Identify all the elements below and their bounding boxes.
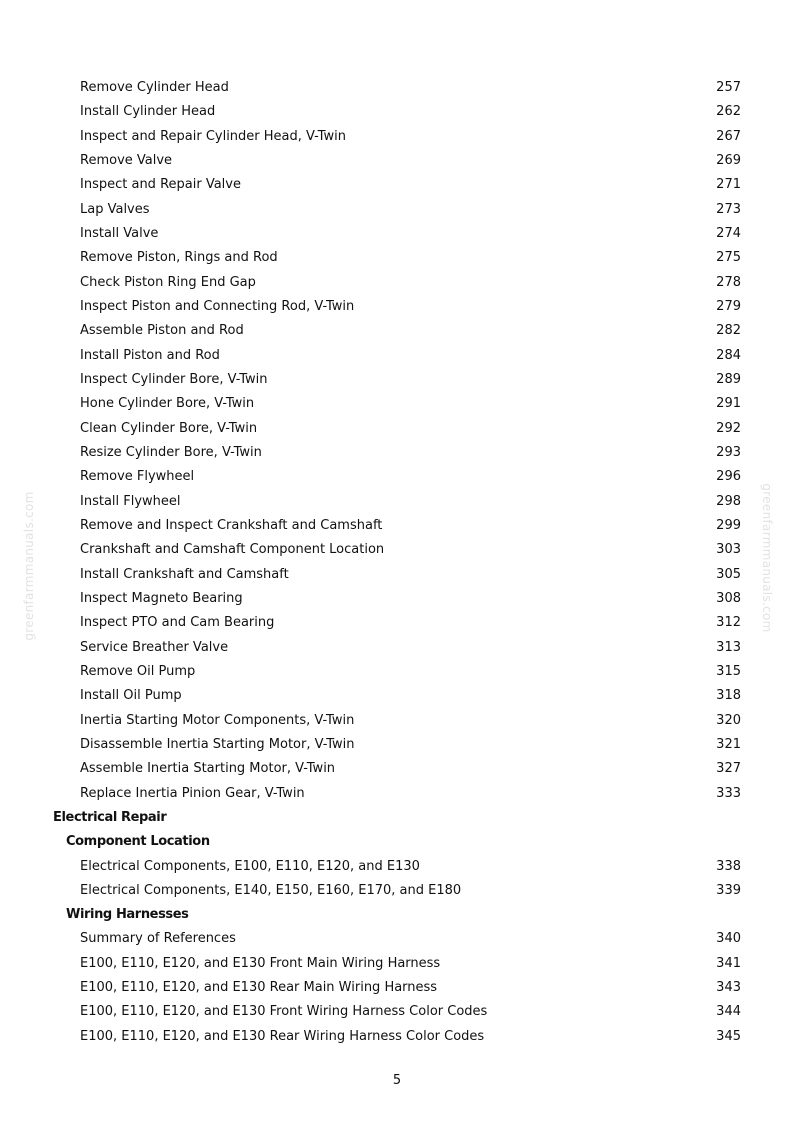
- watermark-right: greenfarmmanuals.com: [760, 483, 774, 633]
- toc-entry[interactable]: [0, 563, 794, 587]
- toc-entry-page: 271: [716, 177, 741, 193]
- toc-entry-page: 338: [716, 858, 741, 874]
- toc-subsection-heading[interactable]: [0, 903, 794, 927]
- toc-entry[interactable]: [0, 684, 794, 708]
- toc-entry-title: Service Breather Valve: [80, 639, 229, 655]
- toc-entry[interactable]: [0, 368, 794, 392]
- toc-entry[interactable]: [0, 1025, 794, 1049]
- toc-entry-page: 298: [716, 493, 741, 509]
- toc-entry[interactable]: [0, 952, 794, 976]
- toc-entry-page: 344: [716, 1004, 741, 1020]
- toc-entry-title: Remove Oil Pump: [80, 663, 196, 679]
- toc-entry-page: 279: [716, 298, 741, 314]
- toc-entry[interactable]: [0, 1000, 794, 1024]
- toc-entry[interactable]: [0, 757, 794, 781]
- toc-entry-page: 291: [716, 396, 741, 412]
- toc-entry-title: Electrical Components, E140, E150, E160, E170, and E180: [80, 882, 462, 898]
- toc-entry-page: 315: [716, 663, 741, 679]
- toc-entry[interactable]: [0, 246, 794, 270]
- toc-entry[interactable]: [0, 344, 794, 368]
- toc-entry-page: 312: [716, 615, 741, 631]
- toc-entry-title: Install Cylinder Head: [80, 104, 216, 120]
- toc-entry[interactable]: [0, 976, 794, 1000]
- toc-entry-title: E100, E110, E120, and E130 Front Main Wiring Harness: [80, 955, 441, 971]
- toc-entry-title: Assemble Piston and Rod: [80, 323, 244, 339]
- toc-entry-title: Replace Inertia Pinion Gear, V-Twin: [80, 785, 305, 801]
- toc-entry-page: 278: [716, 274, 741, 290]
- toc-entry-page: 313: [716, 639, 741, 655]
- toc-entry-title: Inspect Piston and Connecting Rod, V-Twin: [80, 298, 355, 314]
- toc-entry[interactable]: [0, 441, 794, 465]
- toc-entry-title: Remove Valve: [80, 152, 173, 168]
- toc-entry[interactable]: [0, 149, 794, 173]
- toc-entry-title: Install Piston and Rod: [80, 347, 220, 363]
- toc-entry-title: Hone Cylinder Bore, V-Twin: [80, 396, 255, 412]
- toc-entry[interactable]: [0, 465, 794, 489]
- toc-entry-title: Install Valve: [80, 225, 159, 241]
- toc-entry-title: E100, E110, E120, and E130 Rear Wiring Harness Color Codes: [80, 1028, 485, 1044]
- toc-entry[interactable]: [0, 173, 794, 197]
- toc-entry-page: 275: [716, 250, 741, 266]
- toc-entry-title: Install Flywheel: [80, 493, 181, 509]
- toc-entry-title: Inertia Starting Motor Components, V-Twin: [80, 712, 355, 728]
- toc-entry-title: Inspect Magneto Bearing: [80, 590, 243, 606]
- toc-entry-title: Component Location: [66, 834, 210, 850]
- toc-entry-title: Remove Flywheel: [80, 469, 195, 485]
- toc-entry[interactable]: [0, 587, 794, 611]
- toc-entry-page: 269: [716, 152, 741, 168]
- toc-entry-page: 305: [716, 566, 741, 582]
- toc-entry-page: 308: [716, 590, 741, 606]
- toc-entry-page: 303: [716, 542, 741, 558]
- toc-entry-title: Electrical Repair: [53, 809, 167, 825]
- toc-entry-page: 299: [716, 517, 741, 533]
- toc-entry[interactable]: [0, 709, 794, 733]
- toc-entry-page: 267: [716, 128, 741, 144]
- toc-entry-page: 257: [716, 80, 741, 95]
- toc-entry-page: 282: [716, 323, 741, 339]
- toc-entry-title: Crankshaft and Camshaft Component Location: [80, 542, 385, 558]
- toc-entry-page: 333: [716, 785, 741, 801]
- toc-entry-title: Inspect PTO and Cam Bearing: [80, 615, 275, 631]
- toc-entry-title: Wiring Harnesses: [66, 907, 189, 923]
- table-of-contents: [0, 76, 794, 1049]
- toc-entry-title: Electrical Components, E100, E110, E120, and E130: [80, 858, 420, 874]
- toc-entry-page: 292: [716, 420, 741, 436]
- toc-entry[interactable]: [0, 100, 794, 124]
- toc-entry-title: Disassemble Inertia Starting Motor, V-Twin: [80, 736, 355, 752]
- toc-entry-page: 289: [716, 371, 741, 387]
- toc-entry[interactable]: [0, 295, 794, 319]
- toc-entry[interactable]: [0, 782, 794, 806]
- toc-entry-page: 327: [716, 761, 741, 777]
- toc-entry[interactable]: [0, 538, 794, 562]
- toc-section-heading[interactable]: [0, 806, 794, 830]
- toc-entry-page: 318: [716, 688, 741, 704]
- toc-entry[interactable]: [0, 611, 794, 635]
- toc-entry-page: 340: [716, 931, 741, 947]
- toc-entry-title: Lap Valves: [80, 201, 150, 217]
- toc-subsection-heading[interactable]: [0, 830, 794, 854]
- toc-entry[interactable]: [0, 927, 794, 951]
- toc-entry-title: Remove Cylinder Head: [80, 80, 229, 95]
- toc-entry[interactable]: [0, 636, 794, 660]
- toc-entry-page: 341: [716, 955, 741, 971]
- toc-entry-title: Summary of References: [80, 931, 236, 947]
- toc-entry[interactable]: [0, 733, 794, 757]
- toc-entry[interactable]: [0, 855, 794, 879]
- toc-entry[interactable]: [0, 392, 794, 416]
- toc-entry-title: Resize Cylinder Bore, V-Twin: [80, 444, 262, 460]
- toc-entry[interactable]: [0, 514, 794, 538]
- toc-entry-page: 339: [716, 882, 741, 898]
- toc-entry-page: 262: [716, 104, 741, 120]
- toc-entry-title: Check Piston Ring End Gap: [80, 274, 256, 290]
- toc-entry-page: 274: [716, 225, 741, 241]
- toc-entry-title: Inspect Cylinder Bore, V-Twin: [80, 371, 268, 387]
- toc-entry[interactable]: [0, 198, 794, 222]
- toc-entry[interactable]: [0, 879, 794, 903]
- toc-entry-page: 296: [716, 469, 741, 485]
- toc-entry-title: Inspect and Repair Cylinder Head, V-Twin: [80, 128, 346, 144]
- toc-entry[interactable]: [0, 222, 794, 246]
- toc-entry-title: E100, E110, E120, and E130 Front Wiring Harness Color Codes: [80, 1004, 488, 1020]
- toc-entry-page: 293: [716, 444, 741, 460]
- toc-entry-page: 343: [716, 980, 741, 996]
- page-number: 5: [392, 1073, 402, 1088]
- toc-entry-title: E100, E110, E120, and E130 Rear Main Wiring Harness: [80, 980, 438, 996]
- toc-entry-page: 284: [716, 347, 741, 363]
- toc-entry-page: 321: [716, 736, 741, 752]
- toc-entry-title: Inspect and Repair Valve: [80, 177, 241, 193]
- toc-entry[interactable]: [0, 660, 794, 684]
- toc-entry-title: Clean Cylinder Bore, V-Twin: [80, 420, 258, 436]
- toc-entry-page: 273: [716, 201, 741, 217]
- toc-entry[interactable]: [0, 417, 794, 441]
- toc-entry-title: Install Oil Pump: [80, 688, 182, 704]
- toc-entry[interactable]: [0, 319, 794, 343]
- toc-entry[interactable]: [0, 490, 794, 514]
- toc-entry[interactable]: [0, 271, 794, 295]
- watermark-left: greenfarmmanuals.com: [22, 491, 36, 641]
- toc-entry[interactable]: [0, 76, 794, 100]
- toc-entry-title: Remove Piston, Rings and Rod: [80, 250, 278, 266]
- toc-entry-title: Install Crankshaft and Camshaft: [80, 566, 289, 582]
- toc-entry[interactable]: [0, 125, 794, 149]
- toc-entry-title: Remove and Inspect Crankshaft and Camshaft: [80, 517, 383, 533]
- toc-entry-title: Assemble Inertia Starting Motor, V-Twin: [80, 761, 336, 777]
- toc-entry-page: 320: [716, 712, 741, 728]
- toc-entry-page: 345: [716, 1028, 741, 1044]
